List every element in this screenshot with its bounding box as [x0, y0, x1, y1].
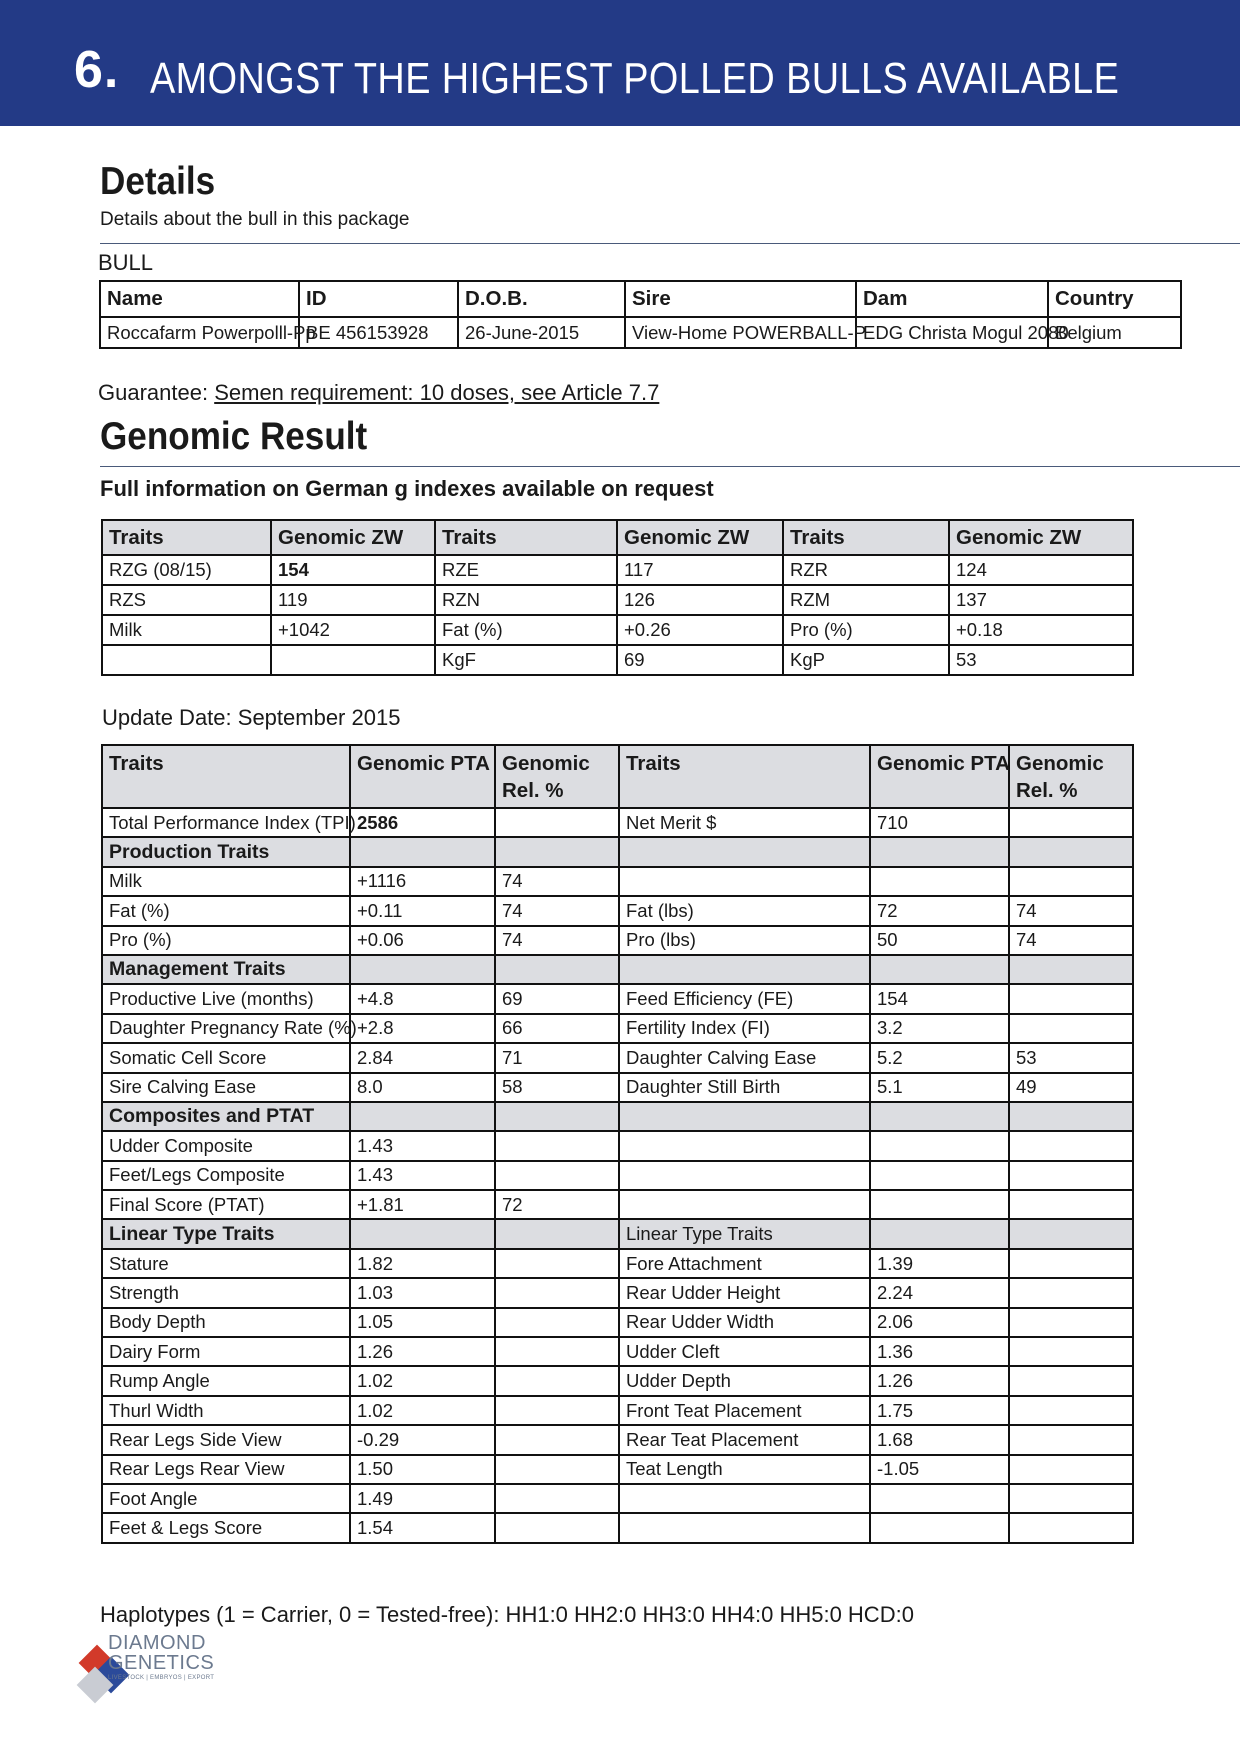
guarantee-text: Semen requirement: 10 doses, see Article 7.7	[214, 380, 660, 405]
value-cell	[495, 1484, 619, 1513]
logo-tagline: LIVESTOCK | EMBRYOS | EXPORT	[108, 1675, 215, 1681]
value-cell: 53	[1009, 1043, 1133, 1072]
value-cell: +0.26	[617, 615, 783, 645]
trait-cell: RZS	[102, 585, 271, 615]
value-cell: 2.24	[870, 1278, 1009, 1307]
column-header: Name	[100, 281, 299, 317]
bull-country: Belgium	[1048, 317, 1181, 348]
value-cell	[1009, 955, 1133, 984]
trait-cell: Final Score (PTAT)	[102, 1190, 350, 1219]
value-cell: +1116	[350, 867, 495, 896]
details-subtitle: Details about the bull in this package	[100, 209, 410, 230]
value-cell: 74	[1009, 926, 1133, 955]
trait-cell: Milk	[102, 867, 350, 896]
column-header: Traits	[102, 745, 350, 808]
value-cell	[870, 1190, 1009, 1219]
trait-cell: Rear Udder Width	[619, 1308, 870, 1337]
value-cell	[1009, 1102, 1133, 1131]
section-row	[102, 1219, 1133, 1248]
value-cell	[495, 1219, 619, 1248]
trait-cell: Milk	[102, 615, 271, 645]
trait-cell: Front Teat Placement	[619, 1396, 870, 1425]
value-cell: 154	[870, 984, 1009, 1013]
value-cell: 1.03	[350, 1278, 495, 1307]
value-cell	[1009, 808, 1133, 837]
value-cell	[495, 1425, 619, 1454]
trait-cell: RZN	[435, 585, 617, 615]
trait-cell: KgP	[783, 645, 949, 675]
value-cell	[1009, 1249, 1133, 1278]
value-cell: +1.81	[350, 1190, 495, 1219]
value-cell: 1.43	[350, 1161, 495, 1190]
table-row	[102, 1484, 1133, 1513]
section-number: 6.	[74, 41, 120, 99]
value-cell: 1.43	[350, 1131, 495, 1160]
section-row	[102, 1102, 1133, 1131]
trait-cell	[619, 1131, 870, 1160]
value-cell	[1009, 1484, 1133, 1513]
update-date-value: September 2015	[237, 705, 401, 730]
haplotypes-line: Haplotypes (1 = Carrier, 0 = Tested-free): HH1:0 HH2:0 HH3:0 HH4:0 HH5:0 HCD:0	[100, 1602, 914, 1627]
value-cell: 1.26	[350, 1337, 495, 1366]
trait-cell	[102, 645, 271, 675]
value-cell	[870, 1161, 1009, 1190]
details-divider	[100, 243, 1240, 244]
table-row	[102, 984, 1133, 1013]
page-banner	[0, 0, 1240, 126]
value-cell	[870, 1131, 1009, 1160]
value-cell	[495, 1161, 619, 1190]
value-cell: +0.06	[350, 926, 495, 955]
value-cell	[1009, 1455, 1133, 1484]
german-table-header	[102, 520, 1133, 555]
value-cell: 72	[870, 896, 1009, 925]
section-heading: Management Traits	[102, 955, 350, 984]
trait-cell: Pro (%)	[783, 615, 949, 645]
table-row	[102, 867, 1133, 896]
value-cell: 72	[495, 1190, 619, 1219]
trait-cell: RZR	[783, 555, 949, 585]
value-cell: 3.2	[870, 1014, 1009, 1043]
genomic-heading: Genomic Result	[100, 415, 368, 458]
bull-table	[99, 280, 1182, 349]
update-date-label: Update Date:	[102, 705, 232, 730]
value-cell: +2.8	[350, 1014, 495, 1043]
table-row	[102, 1366, 1133, 1395]
value-cell	[495, 1366, 619, 1395]
trait-cell: Pro (lbs)	[619, 926, 870, 955]
value-cell	[1009, 1014, 1133, 1043]
column-header: D.O.B.	[458, 281, 625, 317]
trait-cell: Feet & Legs Score	[102, 1513, 350, 1542]
value-cell	[495, 1102, 619, 1131]
trait-cell	[619, 1161, 870, 1190]
trait-cell: Body Depth	[102, 1308, 350, 1337]
trait-cell: Linear Type Traits	[619, 1219, 870, 1248]
value-cell: 1.02	[350, 1366, 495, 1395]
value-cell	[495, 1308, 619, 1337]
trait-cell: Udder Composite	[102, 1131, 350, 1160]
genomic-pta-table	[101, 744, 1134, 1544]
german-index-table	[101, 519, 1134, 676]
value-cell: +0.11	[350, 896, 495, 925]
value-cell	[1009, 984, 1133, 1013]
value-cell: 1.39	[870, 1249, 1009, 1278]
table-row	[102, 1308, 1133, 1337]
value-cell	[870, 867, 1009, 896]
value-cell: 1.49	[350, 1484, 495, 1513]
value-cell: -0.29	[350, 1425, 495, 1454]
value-cell: 1.54	[350, 1513, 495, 1542]
section-row	[102, 955, 1133, 984]
column-header: ID	[299, 281, 458, 317]
column-header: Genomic Rel. %	[495, 745, 619, 808]
value-cell	[870, 1484, 1009, 1513]
table-row	[102, 1161, 1133, 1190]
trait-cell: Sire Calving Ease	[102, 1073, 350, 1102]
value-cell	[1009, 1278, 1133, 1307]
column-header: Traits	[783, 520, 949, 555]
value-cell: 8.0	[350, 1073, 495, 1102]
trait-cell: Dairy Form	[102, 1337, 350, 1366]
value-cell: 5.2	[870, 1043, 1009, 1072]
trait-cell: Rump Angle	[102, 1366, 350, 1395]
trait-cell: Teat Length	[619, 1455, 870, 1484]
trait-cell: Pro (%)	[102, 926, 350, 955]
value-cell: 74	[1009, 896, 1133, 925]
value-cell	[1009, 1337, 1133, 1366]
trait-cell: Udder Cleft	[619, 1337, 870, 1366]
value-cell: 124	[949, 555, 1133, 585]
table-row	[102, 1513, 1133, 1542]
value-cell	[870, 1219, 1009, 1248]
table-row	[102, 585, 1133, 615]
section-heading: Production Traits	[102, 837, 350, 866]
value-cell: 1.26	[870, 1366, 1009, 1395]
value-cell	[1009, 1161, 1133, 1190]
trait-cell: KgF	[435, 645, 617, 675]
page-title: AMONGST THE HIGHEST POLLED BULLS AVAILABLE	[150, 54, 1120, 103]
column-header: Traits	[435, 520, 617, 555]
value-cell	[495, 1396, 619, 1425]
trait-cell: Thurl Width	[102, 1396, 350, 1425]
section-heading: Composites and PTAT	[102, 1102, 350, 1131]
value-cell	[495, 1337, 619, 1366]
table-row	[102, 1455, 1133, 1484]
table-row	[102, 1073, 1133, 1102]
value-cell	[1009, 867, 1133, 896]
bull-table-header	[100, 281, 1181, 317]
value-cell: 74	[495, 896, 619, 925]
value-cell	[495, 955, 619, 984]
value-cell: 1.05	[350, 1308, 495, 1337]
trait-cell: Fat (%)	[102, 896, 350, 925]
column-header: Genomic PTA	[350, 745, 495, 808]
trait-cell: Udder Depth	[619, 1366, 870, 1395]
value-cell: 49	[1009, 1073, 1133, 1102]
column-header: Genomic Rel. %	[1009, 745, 1133, 808]
bull-dob: 26-June-2015	[458, 317, 625, 348]
bull-label: BULL	[98, 250, 154, 275]
value-cell: +1042	[271, 615, 435, 645]
value-cell	[1009, 1131, 1133, 1160]
column-header: Dam	[856, 281, 1048, 317]
value-cell	[870, 1513, 1009, 1542]
value-cell	[350, 1219, 495, 1248]
table-row	[102, 1278, 1133, 1307]
trait-cell	[619, 1190, 870, 1219]
value-cell	[495, 808, 619, 837]
table-row	[102, 1425, 1133, 1454]
value-cell: -1.05	[870, 1455, 1009, 1484]
table-row	[102, 1014, 1133, 1043]
table-row	[100, 317, 1181, 348]
diamond-genetics-logo	[80, 1632, 240, 1702]
value-cell: 2.06	[870, 1308, 1009, 1337]
trait-cell: RZE	[435, 555, 617, 585]
value-cell: 126	[617, 585, 783, 615]
bull-dam: EDG Christa Mogul 2080	[856, 317, 1048, 348]
trait-cell: Daughter Calving Ease	[619, 1043, 870, 1072]
trait-cell: Foot Angle	[102, 1484, 350, 1513]
column-header: Traits	[102, 520, 271, 555]
value-cell: 2.84	[350, 1043, 495, 1072]
table-row	[102, 555, 1133, 585]
value-cell: 1.50	[350, 1455, 495, 1484]
value-cell	[271, 645, 435, 675]
value-cell: +0.18	[949, 615, 1133, 645]
value-cell	[495, 1131, 619, 1160]
trait-cell: Somatic Cell Score	[102, 1043, 350, 1072]
pta-table-header	[102, 745, 1133, 808]
value-cell: 5.1	[870, 1073, 1009, 1102]
value-cell: 1.82	[350, 1249, 495, 1278]
value-cell	[350, 837, 495, 866]
value-cell: 1.75	[870, 1396, 1009, 1425]
column-header: Genomic ZW	[949, 520, 1133, 555]
trait-cell: Fertility Index (FI)	[619, 1014, 870, 1043]
value-cell: 1.02	[350, 1396, 495, 1425]
bull-id: BE 456153928	[299, 317, 458, 348]
trait-cell: Fore Attachment	[619, 1249, 870, 1278]
guarantee-line	[98, 380, 659, 406]
trait-cell: Fat (%)	[435, 615, 617, 645]
section-row	[102, 837, 1133, 866]
section-heading: Linear Type Traits	[102, 1219, 350, 1248]
value-cell	[495, 1278, 619, 1307]
trait-cell: Rear Udder Height	[619, 1278, 870, 1307]
guarantee-label: Guarantee:	[98, 380, 209, 405]
column-header: Genomic ZW	[617, 520, 783, 555]
genomic-subtitle: Full information on German g indexes available on request	[100, 476, 714, 501]
value-cell	[1009, 837, 1133, 866]
trait-cell: RZG (08/15)	[102, 555, 271, 585]
value-cell: 58	[495, 1073, 619, 1102]
column-header: Genomic ZW	[271, 520, 435, 555]
value-cell: 74	[495, 867, 619, 896]
logo-line-2: GENETICS	[108, 1652, 215, 1674]
update-date	[102, 705, 400, 731]
value-cell	[1009, 1396, 1133, 1425]
table-row	[102, 808, 1133, 837]
value-cell	[495, 1455, 619, 1484]
trait-cell	[619, 1513, 870, 1542]
trait-cell	[619, 1484, 870, 1513]
value-cell	[495, 837, 619, 866]
trait-cell	[619, 955, 870, 984]
trait-cell: Rear Teat Placement	[619, 1425, 870, 1454]
trait-cell: Daughter Still Birth	[619, 1073, 870, 1102]
value-cell: 53	[949, 645, 1133, 675]
table-row	[102, 1249, 1133, 1278]
logo-line-1: DIAMOND	[108, 1632, 206, 1654]
details-heading: Details	[100, 160, 216, 203]
value-cell: 117	[617, 555, 783, 585]
column-header: Traits	[619, 745, 870, 808]
trait-cell: RZM	[783, 585, 949, 615]
value-cell	[350, 955, 495, 984]
table-row	[102, 615, 1133, 645]
bull-name: Roccafarm Powerpolll-Pp	[100, 317, 299, 348]
trait-cell: Strength	[102, 1278, 350, 1307]
trait-cell: Feet/Legs Composite	[102, 1161, 350, 1190]
trait-cell: Feed Efficiency (FE)	[619, 984, 870, 1013]
column-header: Sire	[625, 281, 856, 317]
column-header: Genomic PTA	[870, 745, 1009, 808]
value-cell: 66	[495, 1014, 619, 1043]
value-cell: 1.36	[870, 1337, 1009, 1366]
value-cell	[495, 1513, 619, 1542]
trait-cell: Rear Legs Side View	[102, 1425, 350, 1454]
value-cell	[1009, 1219, 1133, 1248]
value-cell: +4.8	[350, 984, 495, 1013]
column-header: Country	[1048, 281, 1181, 317]
value-cell: 69	[617, 645, 783, 675]
value-cell: 137	[949, 585, 1133, 615]
trait-cell	[619, 837, 870, 866]
trait-cell: Fat (lbs)	[619, 896, 870, 925]
table-row	[102, 1337, 1133, 1366]
value-cell: 2586	[350, 808, 495, 837]
table-row	[102, 1043, 1133, 1072]
value-cell	[1009, 1425, 1133, 1454]
value-cell	[1009, 1366, 1133, 1395]
value-cell	[1009, 1190, 1133, 1219]
table-row	[102, 1131, 1133, 1160]
trait-cell: Productive Live (months)	[102, 984, 350, 1013]
table-row	[102, 926, 1133, 955]
value-cell	[1009, 1513, 1133, 1542]
value-cell: 119	[271, 585, 435, 615]
trait-cell	[619, 867, 870, 896]
trait-cell: Total Performance Index (TPI)	[102, 808, 350, 837]
trait-cell: Rear Legs Rear View	[102, 1455, 350, 1484]
table-row	[102, 645, 1133, 675]
value-cell	[870, 955, 1009, 984]
value-cell: 71	[495, 1043, 619, 1072]
value-cell	[1009, 1308, 1133, 1337]
value-cell: 50	[870, 926, 1009, 955]
trait-cell	[619, 1102, 870, 1131]
value-cell	[870, 1102, 1009, 1131]
trait-cell: Net Merit $	[619, 808, 870, 837]
bull-sire: View-Home POWERBALL-P	[625, 317, 856, 348]
trait-cell: Stature	[102, 1249, 350, 1278]
value-cell: 710	[870, 808, 1009, 837]
value-cell: 74	[495, 926, 619, 955]
table-row	[102, 1396, 1133, 1425]
value-cell	[495, 1249, 619, 1278]
table-row	[102, 896, 1133, 925]
value-cell: 69	[495, 984, 619, 1013]
value-cell	[870, 837, 1009, 866]
value-cell: 1.68	[870, 1425, 1009, 1454]
genomic-divider	[100, 466, 1240, 467]
table-row	[102, 1190, 1133, 1219]
value-cell	[350, 1102, 495, 1131]
value-cell: 154	[271, 555, 435, 585]
trait-cell: Daughter Pregnancy Rate (%)	[102, 1014, 350, 1043]
